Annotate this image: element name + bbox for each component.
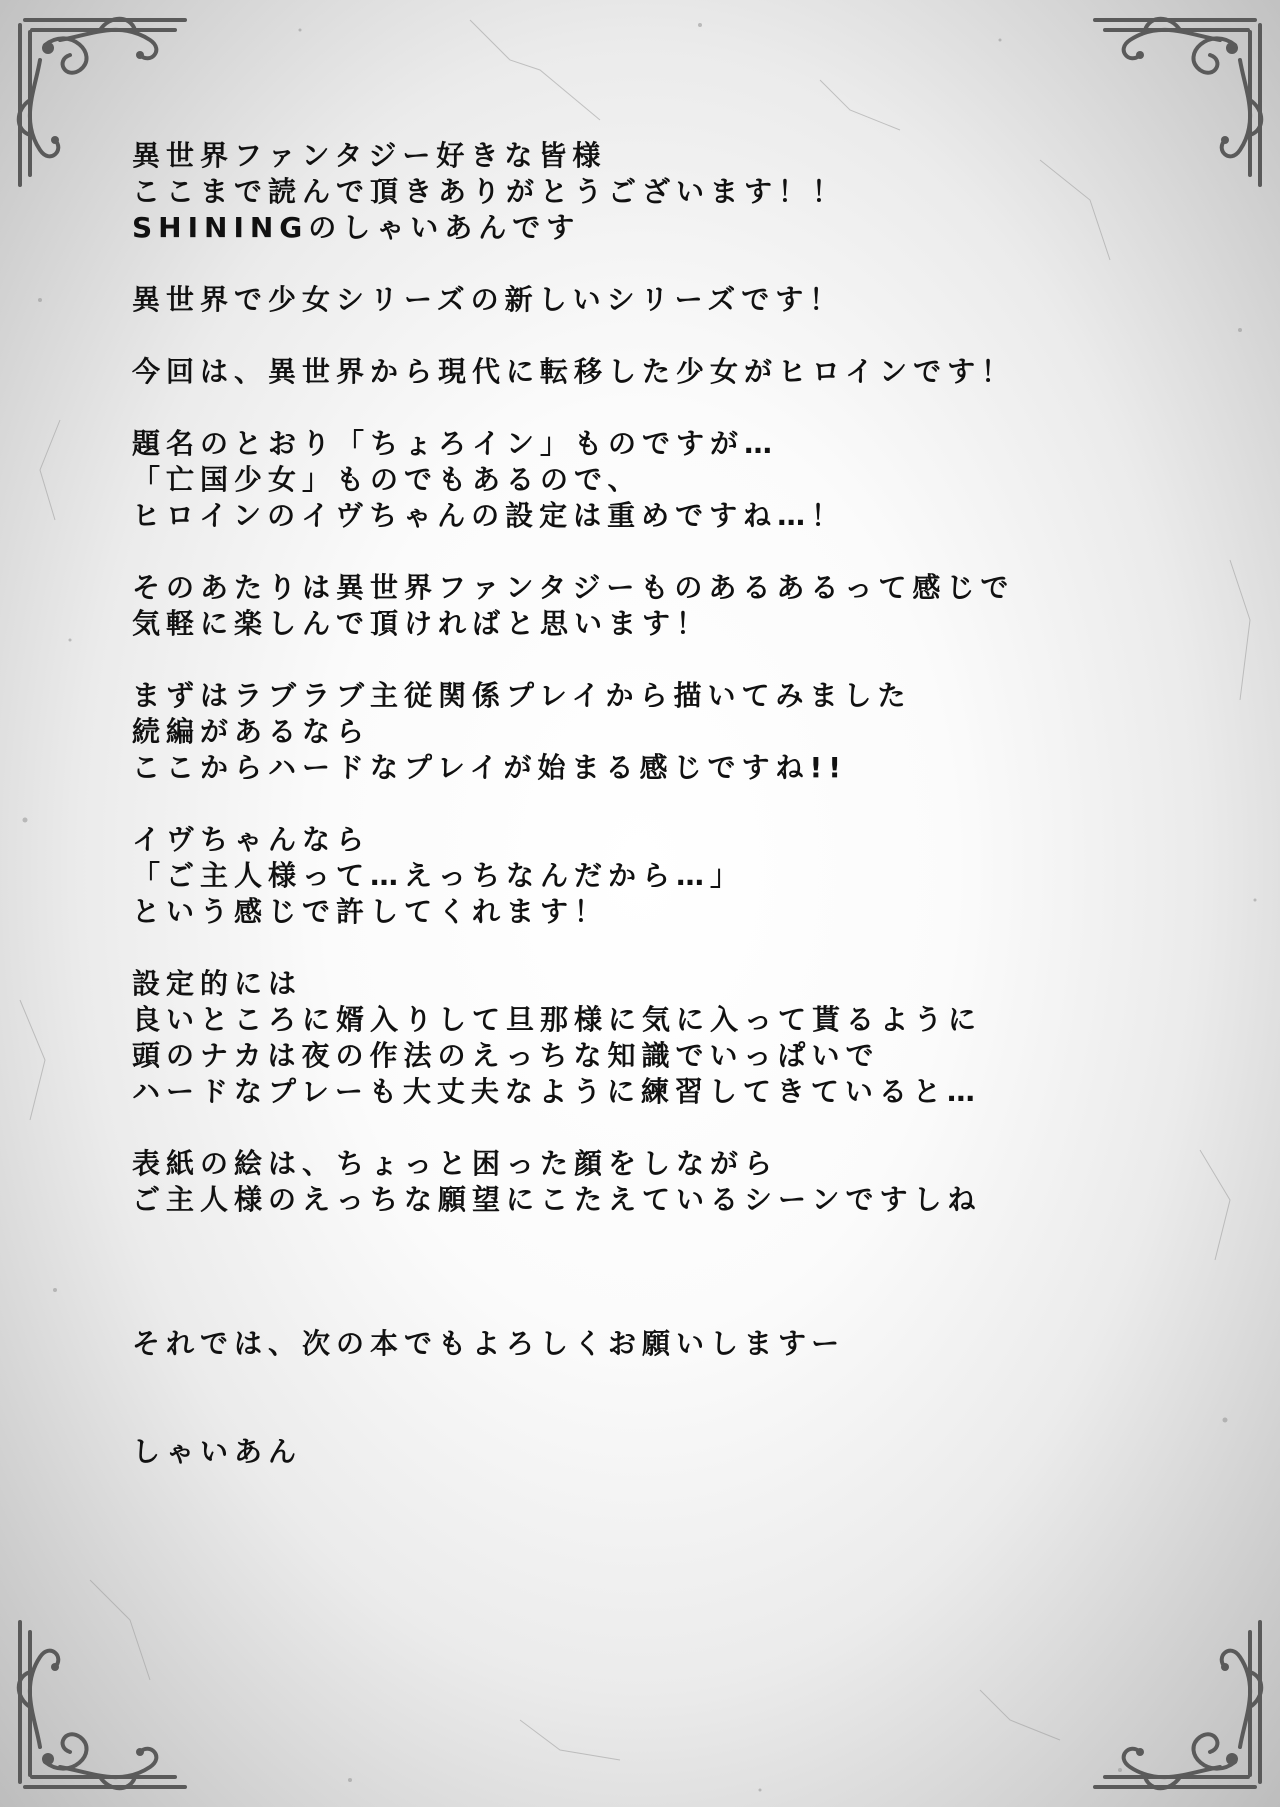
text-line: 頭のナカは夜の作法のえっちな知識でいっぱいで [132, 1039, 880, 1072]
text-line: SHININGのしゃいあんです [132, 211, 581, 244]
paragraph-greeting [132, 138, 1112, 246]
text-line: それでは、次の本でもよろしくお願いしますー [132, 1327, 846, 1360]
text-line: という感じで許してくれます！ [132, 895, 609, 928]
text-line: ハードなプレーも大丈夫なように練習してきていると… [132, 1075, 981, 1108]
text-line: 設定的には [132, 967, 303, 1000]
paragraph-series [132, 282, 1112, 318]
text-line: ここからハードなプレイが始まる感じですね!! [132, 751, 848, 784]
text-line: 「亡国少女」ものでもあるので、 [132, 463, 642, 496]
paragraph-cover [132, 1146, 1112, 1218]
text-line: 良いところに婿入りして旦那様に気に入って貰るように [132, 1003, 983, 1036]
paragraph-sequel [132, 678, 1112, 786]
paragraph-closing [132, 1326, 1112, 1362]
text-line: 表紙の絵は、ちょっと困った顔をしながら [132, 1147, 779, 1180]
text-line: そのあたりは異世界ファンタジーものあるあるって感じで [132, 571, 1015, 604]
text-line: まずはラブラブ主従関係プレイから描いてみました [132, 679, 912, 712]
paragraph-title [132, 426, 1112, 534]
text-line: 今回は、異世界から現代に転移した少女がヒロインです！ [132, 355, 1016, 388]
text-line: 題名のとおり「ちょろイン」ものですが… [132, 427, 779, 460]
corner-ornament-bottom-left [0, 1617, 190, 1807]
corner-ornament-bottom-right [1090, 1617, 1280, 1807]
afterword-letter [132, 138, 1112, 1506]
text-line: 異世界で少女シリーズの新しいシリーズです！ [132, 283, 844, 316]
paragraph-setting [132, 966, 1112, 1110]
paragraph-eve [132, 822, 1112, 930]
paragraph-enjoy [132, 570, 1112, 642]
text-line: イヴちゃんなら [132, 823, 371, 856]
signature [132, 1434, 1112, 1470]
text-line: ご主人様のえっちな願望にこたえているシーンですしね [132, 1183, 982, 1216]
paragraph-heroine [132, 354, 1112, 390]
text-line: 続編があるなら [132, 715, 371, 748]
signature-name: しゃいあん [132, 1435, 303, 1468]
text-line: ここまで読んで頂きありがとうございます！！ [132, 175, 847, 208]
corner-ornament-top-right [1090, 0, 1280, 190]
text-line: 「ご主人様って…えっちなんだから…」 [132, 859, 745, 892]
text-line: ヒロインのイヴちゃんの設定は重めですね…！ [132, 499, 846, 532]
text-line: 異世界ファンタジー好きな皆様 [132, 139, 607, 172]
text-line: 気軽に楽しんで頂ければと思います！ [132, 607, 711, 640]
